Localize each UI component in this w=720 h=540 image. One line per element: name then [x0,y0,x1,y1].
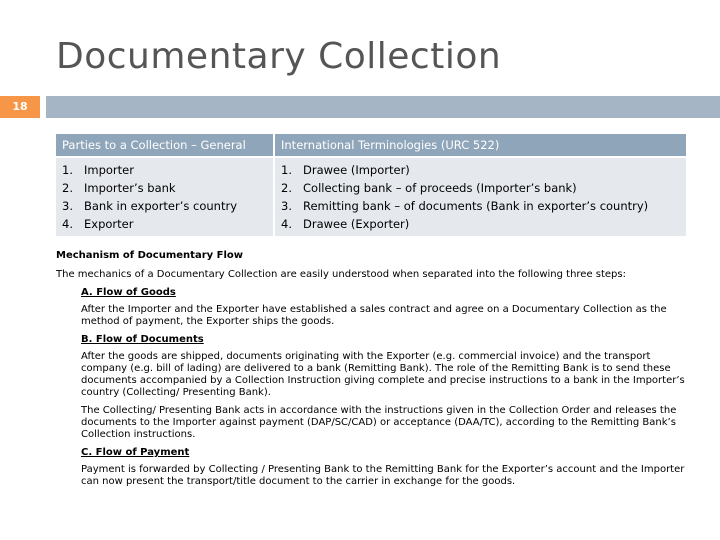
urc-terms-list [281,161,680,233]
slide-number: 18 [0,96,40,118]
list-text: Importer [84,163,134,177]
flow-of-goods-heading: A. Flow of Goods [81,287,176,298]
general-parties-list [62,161,267,233]
list-number: 2. [281,181,292,195]
mechanism-intro: The mechanics of a Documentary Collection are easily understood when separated into the following three steps: [56,269,626,280]
flow-of-documents-text-2: The Collecting/ Presenting Bank acts in accordance with the instructions given in the Collection Order and releases the documents to the Importer against payment (DAP/SC/CAD) or acceptance (DAA/TC), according to the Remitting Bank’s Collection instructions. [81,405,677,440]
list-item [62,215,267,233]
general-parties-cell [56,157,274,236]
flow-of-documents-text: After the goods are shipped, documents originating with the Exporter (e.g. commercial invoice) and the transport company (e.g. bill of lading) are delivered to a bank (Remitting Bank). The role of the Remitting Bank is to send these documents accompanied by a Collection Instruction giving complete and precise instructions to a bank in the Importer’s country (Collecting/ Presenting Bank). [81,351,685,398]
flow-of-payment-text: Payment is forwarded by Collecting / Presenting Bank to the Remitting Bank for the Exporter’s account and the Importer can now present the transport/title document to the carrier in exchange for the goods. [81,464,685,487]
slide-header-bar [0,96,720,118]
list-number: 2. [62,181,73,195]
list-number: 3. [62,199,73,213]
list-number: 3. [281,199,292,213]
list-item [281,197,680,215]
list-text: Drawee (Importer) [303,163,410,177]
mechanism-steps [81,287,696,488]
flow-of-goods-text: After the Importer and the Exporter have established a sales contract and agree on a Documentary Collection as the method of payment, the Exporter ships the goods. [81,304,667,327]
list-item [281,161,680,179]
list-text: Collecting bank – of proceeds (Importer’s bank) [303,181,577,195]
list-number: 1. [62,163,73,177]
mechanism-heading: Mechanism of Documentary Flow [56,250,243,261]
list-item [281,215,680,233]
list-text: Drawee (Exporter) [303,217,410,231]
list-text: Bank in exporter’s country [84,199,238,213]
list-number: 1. [281,163,292,177]
list-text: Exporter [84,217,134,231]
list-text: Importer’s bank [84,181,176,195]
flow-of-payment-heading: C. Flow of Payment [81,447,190,458]
flow-of-documents-heading: B. Flow of Documents [81,334,204,345]
list-number: 4. [281,217,292,231]
list-item [62,197,267,215]
urc-terms-cell [274,157,686,236]
list-text: Remitting bank – of documents (Bank in exporter’s country) [303,199,649,213]
header-strip [46,96,720,118]
table-header-urc: International Terminologies (URC 522) [274,134,686,157]
slide-title: Documentary Collection [56,36,502,77]
table-row [56,157,686,236]
parties-table [56,134,686,236]
list-item [62,179,267,197]
mechanism-section [56,250,696,494]
table-header-general: Parties to a Collection – General [56,134,274,157]
list-item [62,161,267,179]
list-item [281,179,680,197]
list-number: 4. [62,217,73,231]
